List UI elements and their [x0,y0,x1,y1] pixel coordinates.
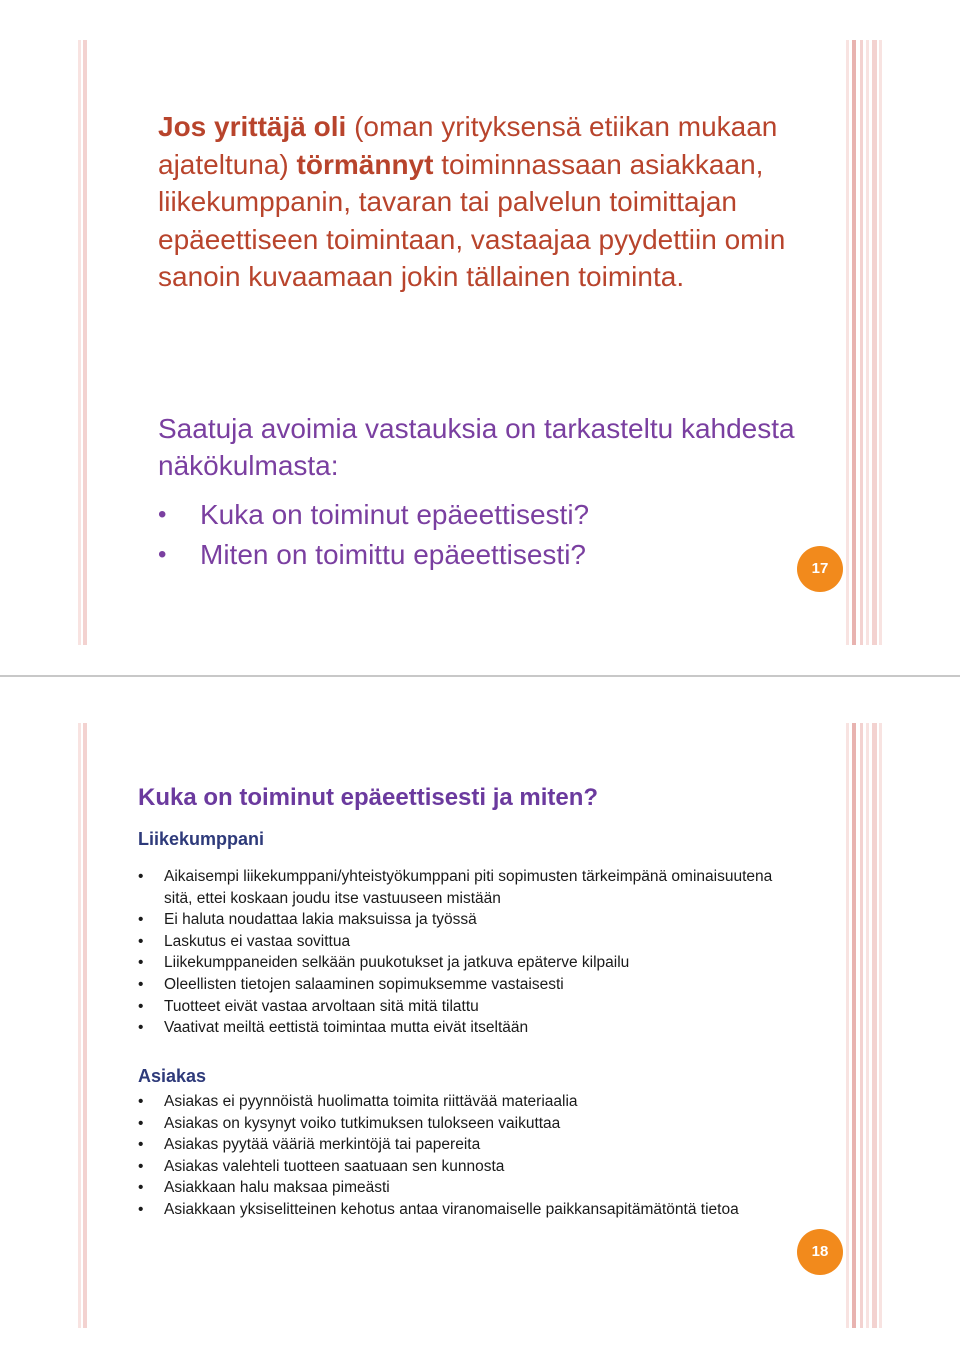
bullet-icon: • [138,1114,144,1132]
right-stripe-decoration [852,40,856,645]
list-item-text: Vaativat meiltä eettistä toimintaa mutta eivät itseltään [164,1019,529,1037]
bullet-icon: • [138,911,144,929]
right-stripe-decoration [846,723,849,1328]
bullet-icon: • [138,868,144,885]
bullet-icon: • [138,1179,144,1197]
bullet-icon: • [138,954,144,972]
bullet-icon: • [138,1136,144,1154]
list-item [138,996,798,1018]
perspective-paragraph: Saatuja avoimia vastauksia on tarkasteltu kahdesta näkökulmasta: [158,413,795,481]
intro-bold-1: Jos yrittäjä oli [158,111,347,142]
right-stripe-decoration [872,723,877,1328]
list-item-text: Asiakas on kysynyt voiko tutkimuksen tulokseen vaikuttaa [164,1114,561,1132]
bullet-icon: • [138,997,144,1015]
bullet-icon: • [158,541,167,568]
bullet-icon: • [158,501,167,528]
list-item [138,866,798,909]
list-item [138,1177,798,1199]
intro-bold-2: törmännyt [296,148,434,180]
list-item [138,1091,798,1113]
list-item-text: Laskutus ei vastaa sovittua [164,932,351,950]
right-stripe-decoration [860,40,863,645]
left-stripe-decoration [78,40,81,645]
list-item-text: Asiakkaan yksiselitteinen kehotus antaa viranomaiselle paikkansapitämätöntä tietoa [164,1200,739,1218]
bullet-icon: • [138,1093,144,1110]
bullet-icon: • [138,1200,144,1218]
right-stripe-decoration [872,40,877,645]
bullet-icon: • [138,1157,144,1175]
list-item [158,495,589,535]
list-item-text: Asiakkaan halu maksaa pimeästi [164,1179,390,1197]
asiakas-list [138,1091,798,1221]
list-item [138,1134,798,1156]
right-stripe-decoration [879,40,882,645]
right-stripe-decoration [879,723,882,1328]
intro-paragraph [158,108,808,296]
list-item [138,1199,798,1221]
right-stripe-decoration [860,723,863,1328]
slide-title: Kuka on toiminut epäeettisesti ja miten? [138,784,599,811]
list-item-text: Kuka on toiminut epäeettisesti? [200,499,590,530]
bullet-icon: • [138,975,144,993]
slide-17 [0,0,960,670]
intro-text-2: toiminnassaan asiakkaan, liikekumppanin, tavaran tai palvelun toimittajan epäeettiseen toimintaan, vastaajaa pyydettiin omin sanoin kuvaamaan jokin tällainen toiminta. [158,148,786,292]
intro-text-1: (oman yrityksensä etiikan mukaan ajateltuna) [158,111,778,180]
left-stripe-decoration [83,40,87,645]
page-divider [0,675,960,677]
list-item [158,535,589,575]
liikekumppani-list [138,866,798,1039]
right-stripe-decoration [852,723,856,1328]
list-item-text: Asiakas ei pyynnöistä huolimatta toimita riittävää materiaalia [164,1093,578,1110]
left-stripe-decoration [83,723,87,1328]
list-item-text: Asiakas pyytää vääriä merkintöjä tai papereita [164,1136,481,1154]
list-item-text: Miten on toimittu epäeettisesti? [200,539,586,570]
list-item [138,1113,798,1135]
list-item [138,974,798,996]
section-heading-liikekumppani: Liikekumppani [138,829,265,849]
perspective-list [158,495,589,575]
list-item-text: Oleellisten tietojen salaaminen sopimuksemme vastaisesti [164,975,564,993]
list-item-text: Liikekumppaneiden selkään puukotukset ja jatkuva epäterve kilpailu [164,954,630,972]
list-item [138,909,798,931]
page-number-badge: 18 [797,1229,843,1275]
right-stripe-decoration [866,40,869,645]
section-heading-asiakas: Asiakas [138,1066,207,1086]
right-stripe-decoration [866,723,869,1328]
bullet-icon: • [138,1019,144,1037]
list-item [138,1017,798,1039]
right-stripe-decoration [846,40,849,645]
list-item-text: Tuotteet eivät vastaa arvoltaan sitä mitä tilattu [164,997,479,1015]
list-item-text: Aikaisempi liikekumppani/yhteistyökumppani piti sopimusten tärkeimpänä ominaisuutena sitä, ettei koskaan joudu itse vastuuseen mistään [164,868,773,907]
left-stripe-decoration [78,723,81,1328]
list-item [138,931,798,953]
list-item [138,1156,798,1178]
list-item [138,952,798,974]
bullet-icon: • [138,932,144,950]
page-number-badge: 17 [797,546,843,592]
list-item-text: Asiakas valehteli tuotteen saatuaan sen kunnosta [164,1157,505,1175]
list-item-text: Ei haluta noudattaa lakia maksuissa ja työssä [164,911,477,929]
